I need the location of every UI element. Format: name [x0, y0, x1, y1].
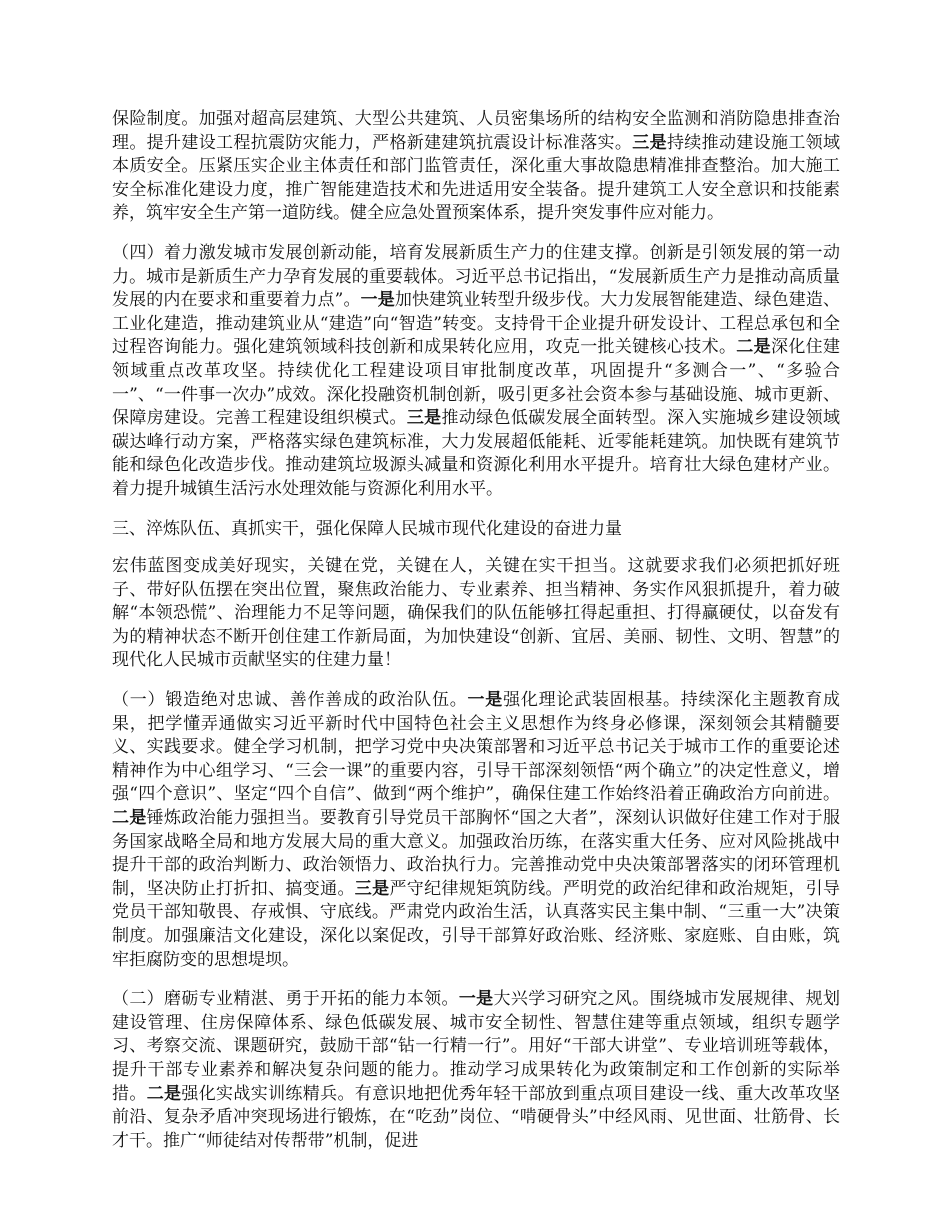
text-run: 加快建筑业转型升级步伐。大力发展智能建造、绿色建造、工业化建造，推动建筑业从“建造”向“智造”转变。支持骨干企业提升研发设计、工程总承包和全过程咨询能力。强化建筑领域科技创新和成果转化应用，攻克一批关键核心技术。 — [112, 290, 841, 358]
section-heading — [112, 518, 840, 542]
text-run: 推动绿色低碳发展全面转型。深入实施城乡建设领域碳达峰行动方案，严格落实绿色建筑标准，大力发展超低能耗、近零能耗建筑。加快既有建筑节能和绿色化改造步伐。推动建筑垃圾源头减量和资源化利用水平提升。培育壮大绿色建材产业。着力提升城镇生活污水处理效能与资源化利用水平。 — [112, 408, 841, 499]
text-run: 强化实战实训练精兵。有意识地把优秀年轻干部放到重点项目建设一线、重大改革攻坚前沿、复杂矛盾冲突现场进行锻炼，在“吃劲”岗位、“啃硬骨头”中经风雨、见世面、壮筋骨、长才干。推广“师徒结对传帮带”机制，促进 — [112, 1083, 841, 1151]
text-run: 深化住建领域重点改革攻坚。持续优化工程建设项目审批制度改革，巩固提升“多测合一”、“多验合一”、“一件事一次办”成效。深化投融资机制创新，吸引更多社会资本参与基础设施、城市更新、保障房建设。完善工程建设组织模式。 — [112, 337, 841, 429]
emphasis-run: 三是 — [406, 408, 442, 429]
emphasis-run: 一是 — [360, 290, 395, 311]
paragraph-innovation — [112, 242, 840, 502]
emphasis-run: 二是 — [736, 337, 771, 358]
text-run: 保险制度。加强对超高层建筑、大型公共建筑、人员密集场所的结构安全监测和消防隐患排查治理。提升建设工程抗震防灾能力，严格新建建筑抗震设计标准落实。 — [112, 109, 840, 153]
emphasis-run: 三是 — [632, 132, 667, 153]
text-run: 强化理论武装固根基。持续深化主题教育成果，把学懂弄通做实习近平新时代中国特色社会主义思想作为终身必修课，深刻领会其精髓要义、实践要求。健全学习机制，把学习党中央决策部署和习近平总书记关于城市工作的重要论述精神作为中心组学习、“三会一课”的重要内容，引导干部深刻领悟“两个确立”的决定性意义，增强“四个意识”、坚定“四个自信”、做到“两个维护”，确保住建工作始终沿着正确政治方向前进。 — [112, 690, 841, 805]
paragraph-political — [112, 689, 840, 972]
text-run: 宏伟蓝图变成美好现实，关键在党，关键在人，关键在实干担当。这就要求我们必须把抓好班子、带好队伍摆在突出位置，聚焦政治能力、专业素养、担当精神、务实作风狠抓提升，着力破解“本领恐慌”、治理能力不足等问题，确保我们的队伍能够扛得起重担、打得赢硬仗，以奋发有为的精神状态不断开创住建工作新局面，为加快建设“创新、宜居、美丽、韧性、文明、智慧”的现代化人民城市贡献坚实的住建力量！ — [112, 556, 840, 671]
emphasis-run: 一是 — [467, 690, 504, 711]
emphasis-run: 二是 — [112, 808, 147, 829]
heading-text: 三、淬炼队伍、真抓实干，强化保障人民城市现代化建设的奋进力量 — [112, 518, 622, 539]
paragraph-safety — [112, 108, 840, 226]
paragraph-capability — [112, 988, 840, 1153]
text-run: 严守纪律规矩筑防线。严明党的政治纪律和政治规矩，引导党员干部知敬畏、存戒惧、守底线。严肃党内政治生活，认真落实民主集中制、“三重一大”决策制度。加强廉洁文化建设，深化以案促改，引导干部算好政治账、经济账、家庭账、自由账，筑牢拒腐防变的思想堤坝。 — [112, 878, 841, 970]
text-run: （一）锻造绝对忠诚、善作善成的政治队伍。 — [112, 690, 468, 711]
emphasis-run: 二是 — [146, 1083, 182, 1104]
text-run: 持续推动建设施工领域本质安全。压紧压实企业主体责任和部门监管责任，深化重大事故隐患精准排查整治。加大施工安全标准化建设力度，推广智能建造技术和先进适用安全装备。提升建筑工人安全意识和技能素养，筑牢安全生产第一道防线。健全应急处置预案体系，提升突发事件应对能力。 — [112, 132, 841, 224]
text-run: 大兴学习研究之风。围绕城市发展规律、规划建设管理、住房保障体系、绿色低碳发展、城市安全韧性、智慧住建等重点领域，组织专题学习、考察交流、课题研究，鼓励干部“钻一行精一行”。用好“干部大讲堂”、专业培训班等载体，提升干部专业素养和解决复杂问题的能力。推动学习成果转化为政策制定和工作创新的实际举措。 — [112, 989, 841, 1104]
paragraph-intro — [112, 555, 840, 673]
text-run: （二）磨砺专业精湛、勇于开拓的能力本领。 — [112, 989, 459, 1010]
text-run: （四）着力激发城市发展创新动能，培育发展新质生产力的住建支撑。创新是引领发展的第一动力。城市是新质生产力孕育发展的重要载体。习近平总书记指出，“发展新质生产力是推动高质量发展的内在要求和重要着力点”。 — [112, 242, 840, 311]
emphasis-run: 三是 — [354, 878, 390, 899]
text-run: 锤炼政治能力强担当。要教育引导党员干部胸怀“国之大者”，深刻认识做好住建工作对于服务国家战略全局和地方发展大局的重大意义。加强政治历练，在落实重大任务、应对风险挑战中提升干部的政治判断力、政治领悟力、政治执行力。完善推动党中央决策部署落实的闭环管理机制，坚决防止打折扣、搞变通。 — [112, 808, 840, 899]
emphasis-run: 一是 — [458, 989, 494, 1010]
